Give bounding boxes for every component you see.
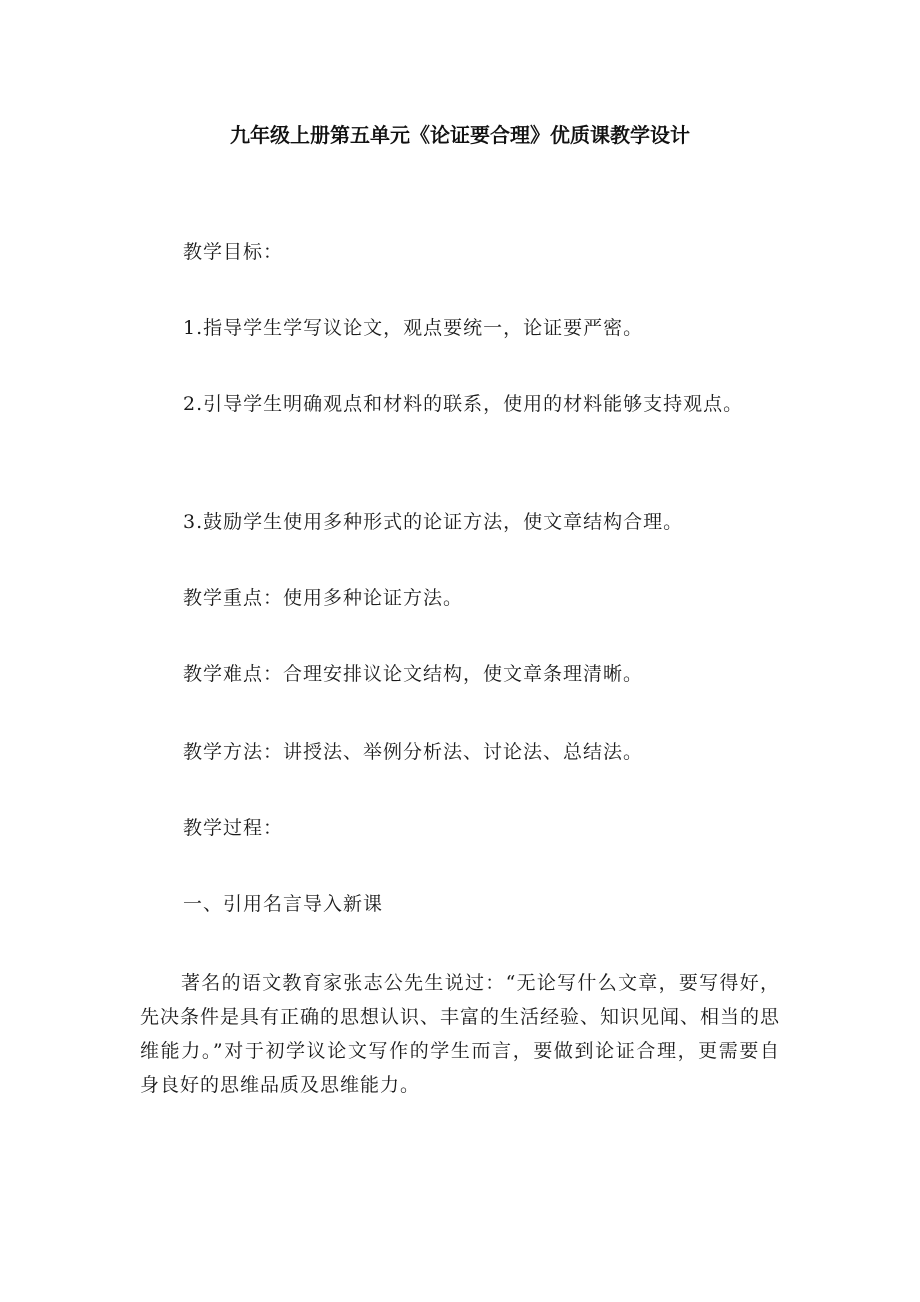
document-title: 九年级上册第五单元《论证要合理》优质课教学设计 bbox=[230, 123, 690, 147]
section-one-paragraph: 著名的语文教育家张志公先生说过：“无论写什么文章，要写得好，先决条件是具有正确的思想认识、丰富的生活经验、知识见闻、相当的思维能力。”对于初学议论文写作的学生而言，要做到论证合理，更需要自身良好的思维品质及思维能力。 bbox=[140, 972, 781, 1096]
objective-item-2: 2.引导学生明确观点和材料的联系，使用的材料能够支持观点。 bbox=[183, 393, 744, 415]
section-one-heading: 一、引用名言导入新课 bbox=[183, 893, 384, 915]
objective-item-3: 3.鼓励学生使用多种形式的论证方法，使文章结构合理。 bbox=[183, 511, 684, 533]
process-heading: 教学过程： bbox=[183, 817, 284, 839]
difficulty: 教学难点：合理安排议论文结构，使文章条理清晰。 bbox=[183, 663, 644, 685]
teaching-methods: 教学方法：讲授法、举例分析法、讨论法、总结法。 bbox=[183, 741, 644, 763]
key-point: 教学重点：使用多种论证方法。 bbox=[183, 587, 464, 609]
objective-item-1: 1.指导学生学写议论文，观点要统一，论证要严密。 bbox=[183, 317, 644, 339]
objectives-heading: 教学目标： bbox=[183, 241, 284, 263]
